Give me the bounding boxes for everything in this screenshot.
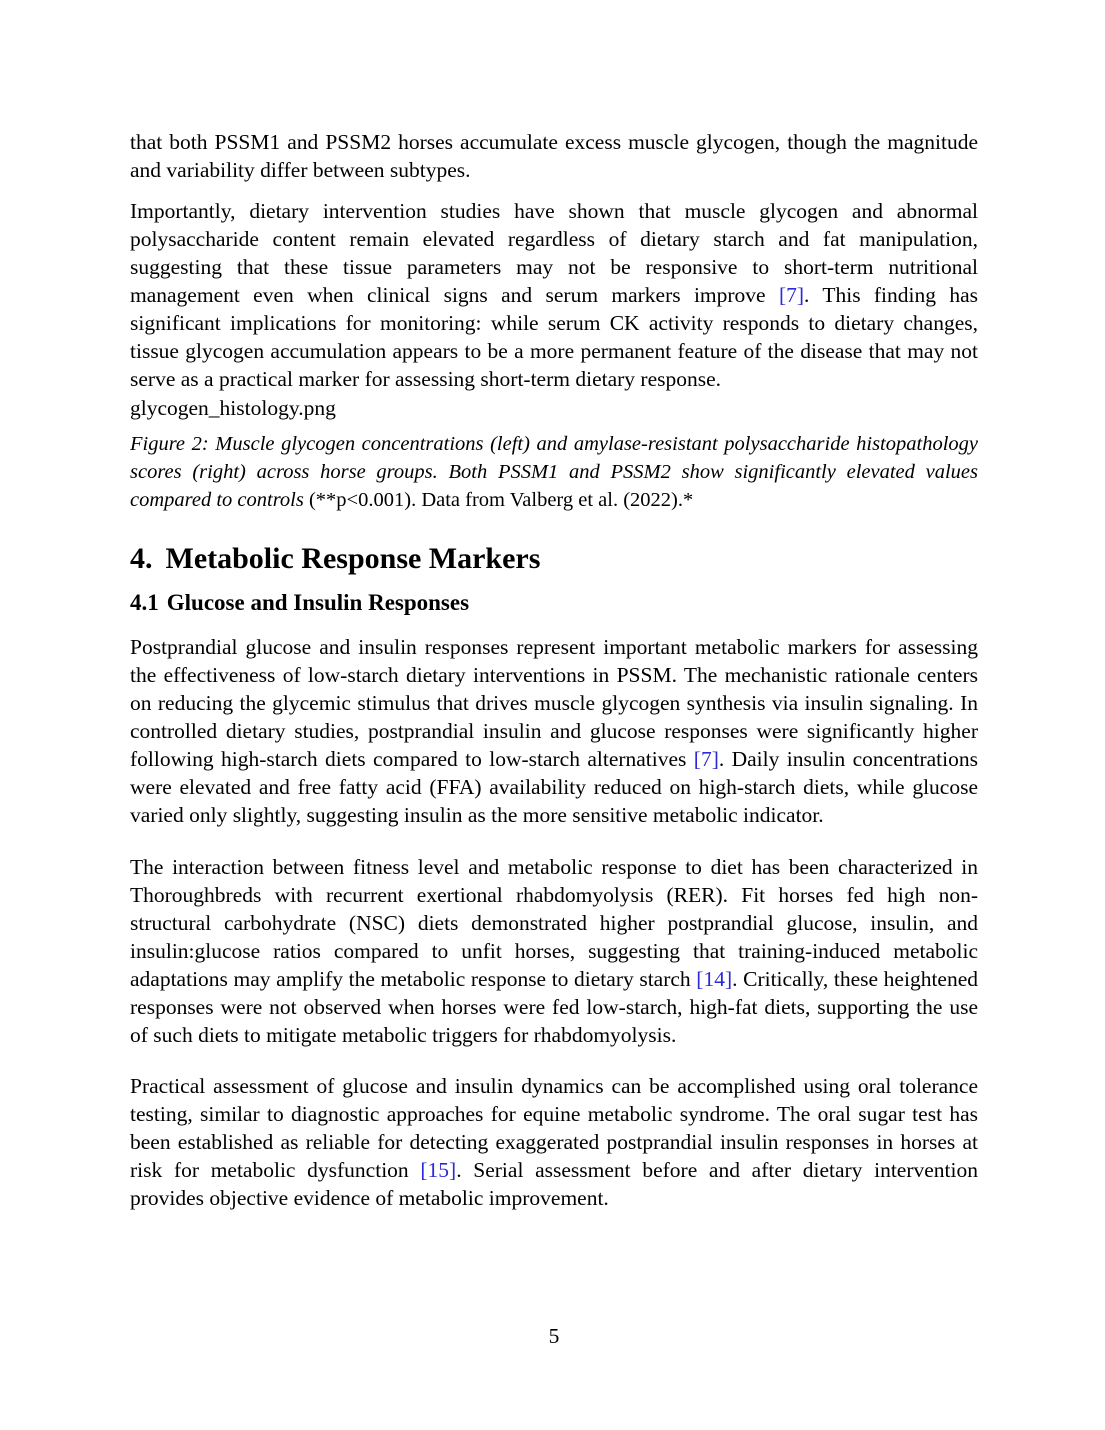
paragraph-fitness-interaction — [130, 853, 978, 1049]
paragraph-text: Postprandial glucose and insulin responses represent important metabolic markers for assessing the effectiveness of low-starch dietary interventions in PSSM. The mechanistic rationale centers on reducing the glycemic stimulus that drives muscle glycogen synthesis via insulin signaling. In controlled dietary studies, postprandial insulin and glucose responses were significantly higher following high-starch diets compared to low-starch alternatives — [130, 635, 978, 771]
paragraph-text: . Critically, these heightened responses were not observed when horses were fed low-starch, high-fat diets, supporting the use of such diets to mitigate metabolic triggers for rhabdomyolysis. — [130, 967, 979, 1047]
paragraph-glycogen-accumulation: that both PSSM1 and PSSM2 horses accumulate excess muscle glycogen, though the magnitude and variability differ between subtypes. — [130, 130, 978, 182]
paragraph-postprandial-responses — [130, 633, 978, 829]
figure-caption-roman-text: (**p<0.001). Data from Valberg et al. (2022).* — [308, 489, 694, 511]
figure-image-placeholder: glycogen_histology.png — [130, 396, 336, 420]
paragraph-text: . Daily insulin concentrations were elevated and free fatty acid (FFA) availability reduced on high-starch diets, while glucose varied only slightly, suggesting insulin as the more sensitive metabolic indicator. — [130, 747, 978, 827]
paragraph-practical-assessment — [130, 1072, 978, 1212]
paragraph-text: Practical assessment of glucose and insulin dynamics can be accomplished using oral tolerance testing, similar to diagnostic approaches for equine metabolic syndrome. The oral sugar test has been established as reliable for detecting exaggerated postprandial insulin responses in horses at risk for metabolic dysfunction — [130, 1074, 978, 1182]
citation-link-7[interactable]: [7] — [693, 747, 719, 771]
page-number: 5 — [548, 1324, 560, 1348]
citation-link-7[interactable]: [7] — [778, 283, 805, 307]
paragraph-text: . This finding has significant implications for monitoring: while serum CK activity responds to dietary changes, tissue glycogen accumulation appears to be a more permanent feature of the disease that may not serve as a practical marker for assessing short-term dietary response. — [130, 283, 978, 391]
section-number: 4. — [130, 542, 153, 575]
paragraph-text: The interaction between fitness level and metabolic response to diet has been characterized in Thoroughbreds with recurrent exertional rhabdomyolysis (RER). Fit horses fed high non-structural carbohydrate (NSC) diets demonstrated higher postprandial glucose, insulin, and insulin:glucose ratios compared to unfit horses, suggesting that training-induced metabolic adaptations may amplify the metabolic response to dietary starch — [130, 855, 978, 991]
figure-caption-italic-text: Figure 2: Muscle glycogen concentrations (left) and amylase-resistant polysaccharide histopathology scores (right) across horse groups. Both PSSM1 and PSSM2 show significantly elevated values compared to controls — [130, 433, 978, 511]
paragraph-text: Importantly, dietary intervention studies have shown that muscle glycogen and abnormal polysaccharide content remain elevated regardless of dietary starch and fat manipulation, suggesting that these tissue parameters may not be responsive to short-term nutritional management even when clinical signs and serum markers improve — [130, 199, 978, 307]
subsection-number: 4.1 — [130, 590, 159, 615]
section-title: Metabolic Response Markers — [165, 542, 541, 575]
subsection-title: Glucose and Insulin Responses — [166, 590, 470, 615]
section-heading-metabolic-response-markers — [130, 543, 978, 575]
citation-link-14[interactable]: [14] — [696, 967, 733, 991]
figure-caption — [130, 430, 978, 514]
paragraph-text: . Serial assessment before and after dietary intervention provides objective evidence of metabolic improvement. — [130, 1158, 978, 1210]
paragraph-dietary-intervention — [130, 197, 978, 393]
citation-link-15[interactable]: [15] — [420, 1158, 457, 1182]
subsection-heading-glucose-insulin-responses — [130, 590, 978, 616]
